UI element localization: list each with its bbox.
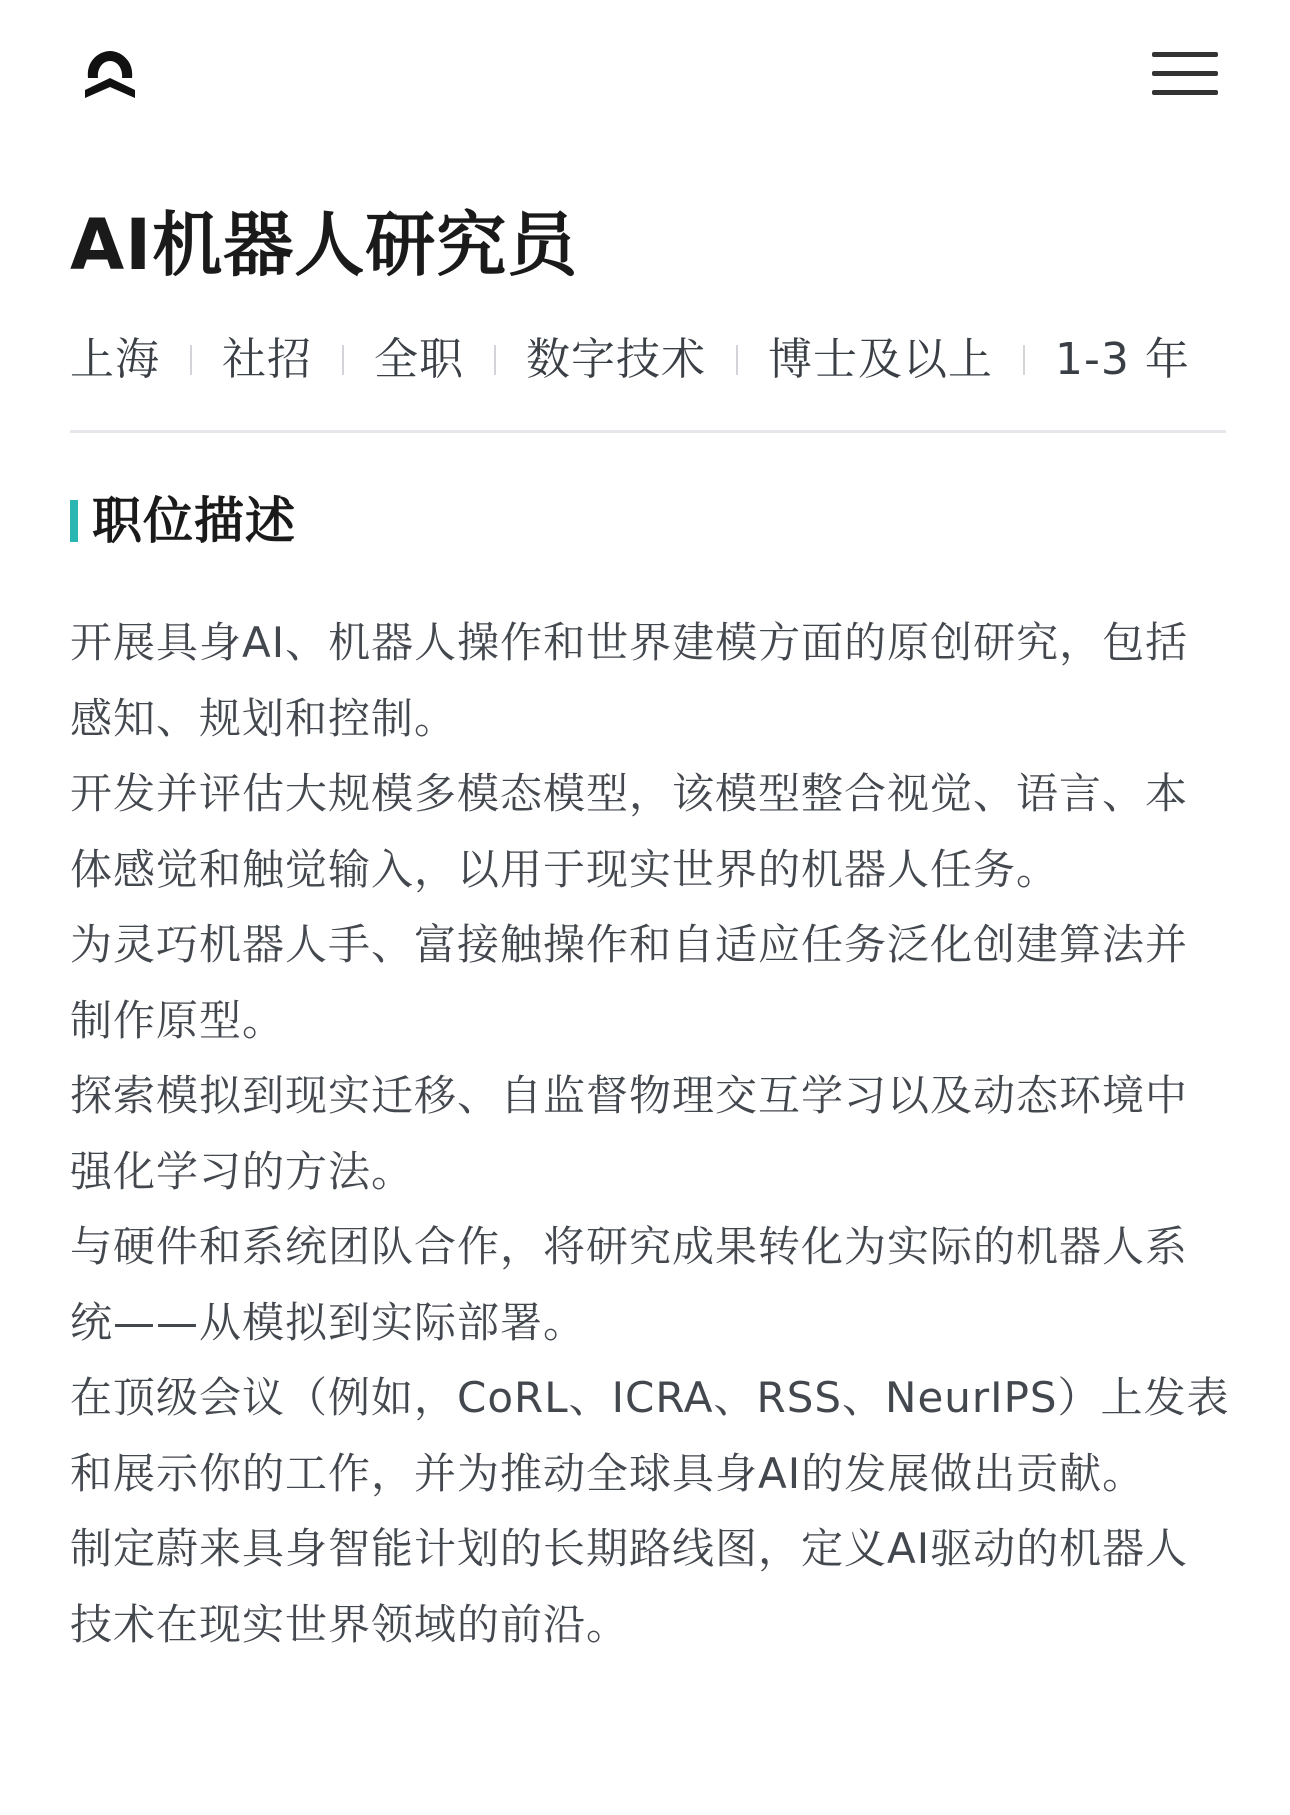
nio-logo-icon[interactable] — [82, 48, 138, 100]
section-accent-bar — [70, 500, 78, 542]
tag-separator — [736, 345, 738, 375]
section-heading — [70, 485, 296, 557]
description-item: 探索模拟到现实迁移、自监督物理交互学习以及动态环境中强化学习的方法。 — [70, 1071, 1189, 1196]
tag-separator — [190, 345, 192, 375]
tag-education: 博士及以上 — [768, 334, 993, 385]
description-item: 为灵巧机器人手、富接触操作和自适应任务泛化创建算法并制作原型。 — [70, 920, 1189, 1045]
description-item: 制定蔚来具身智能计划的长期路线图，定义AI驱动的机器人技术在现实世界领域的前沿。 — [70, 1524, 1189, 1649]
job-title: AI机器人研究员 — [70, 204, 579, 286]
tag-separator — [1023, 345, 1025, 375]
job-description — [70, 605, 1230, 1662]
tag-location: 上海 — [70, 334, 160, 385]
tag-separator — [342, 345, 344, 375]
menu-line — [1152, 90, 1218, 95]
menu-line — [1152, 71, 1218, 76]
page-header — [0, 0, 1290, 150]
description-item: 在顶级会议（例如，CoRL、ICRA、RSS、NeurIPS）上发表和展示你的工作，并为推动全球具身AI的发展做出贡献。 — [70, 1373, 1230, 1498]
tag-employment-type: 全职 — [374, 334, 464, 385]
tag-recruit-type: 社招 — [222, 334, 312, 385]
job-tags — [70, 325, 1190, 395]
description-item: 开展具身AI、机器人操作和世界建模方面的原创研究，包括感知、规划和控制。 — [70, 618, 1189, 743]
description-item: 开发并评估大规模多模态模型，该模型整合视觉、语言、本体感觉和触觉输入，以用于现实世界的机器人任务。 — [70, 769, 1189, 894]
hamburger-menu-icon[interactable] — [1152, 50, 1218, 98]
divider — [70, 430, 1226, 433]
menu-line — [1152, 52, 1218, 57]
tag-separator — [494, 345, 496, 375]
tag-experience: 1-3 年 — [1055, 334, 1190, 385]
tag-department: 数字技术 — [526, 334, 706, 385]
description-item: 与硬件和系统团队合作，将研究成果转化为实际的机器人系统——从模拟到实际部署。 — [70, 1222, 1189, 1347]
section-title: 职位描述 — [92, 492, 296, 550]
